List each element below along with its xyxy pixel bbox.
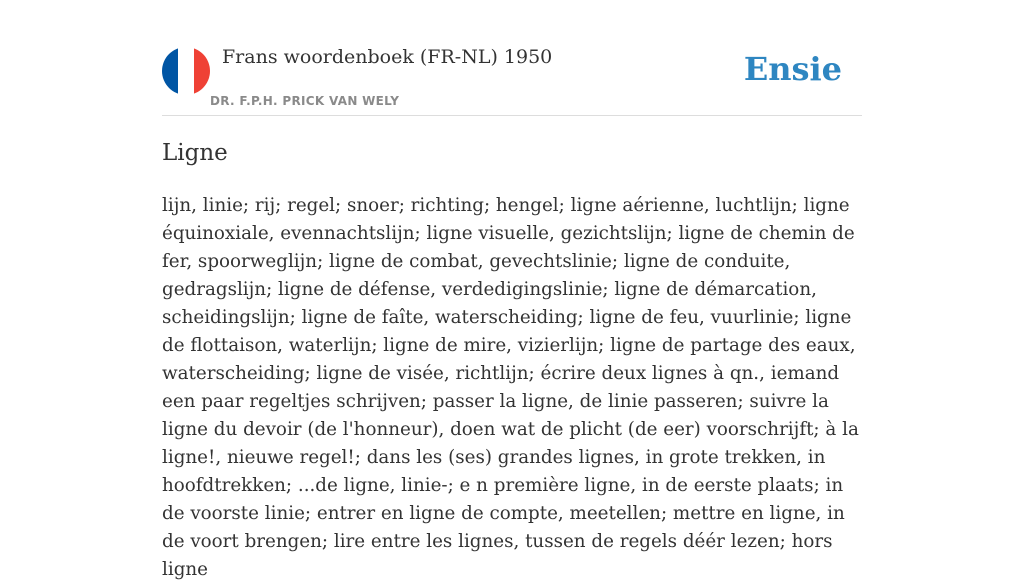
entry-card xyxy=(162,0,862,580)
entry-headword: Ligne xyxy=(162,140,228,166)
dictionary-author: DR. F.P.H. PRICK VAN WELY xyxy=(210,94,400,108)
flag-band-white xyxy=(178,47,194,95)
flag-band-blue xyxy=(162,47,178,95)
dictionary-title[interactable]: Frans woordenboek (FR-NL) 1950 xyxy=(222,46,553,68)
ensie-logo[interactable]: Ensie xyxy=(743,50,842,88)
header-divider xyxy=(162,115,862,116)
entry-definition: lijn, linie; rij; regel; snoer; richting; hengel; ligne aérienne, luchtlijn; ligne équinoxiale, evennachtslijn; ligne visuelle, gezichtslijn; ligne de chemin de fer, spoorweglijn; ligne de combat, gevechtslinie; ligne de conduite, gedragslijn; ligne de défense, verdedigingslinie; ligne de démarcation, scheidingslijn; ligne de faîte, waterscheiding; ligne de feu, vuurlinie; ligne de flottaison, waterlijn; ligne de mire, vizierlijn; ligne de partage des eaux, waterscheiding; ligne de visée, richtlijn; écrire deux lignes à qn., iemand een paar regeltjes schrijven; passer la ligne, de linie passeren; suivre la ligne du devoir (de l'honneur), doen wat de plicht (de eer) voorschrijft; à la ligne!, nieuwe regel!; dans les (ses) grandes lignes, in grote trekken, in hoofdtrekken; ...de ligne, linie-; e n première ligne, in de eerste plaats; in de voorste linie; entrer en ligne de compte, meetellen; mettre en ligne, in de voort brengen; lire entre les lignes, tussen de regels déér lezen; hors ligne xyxy=(162,195,859,580)
france-flag-icon xyxy=(162,47,210,95)
flag-band-red xyxy=(194,47,210,95)
